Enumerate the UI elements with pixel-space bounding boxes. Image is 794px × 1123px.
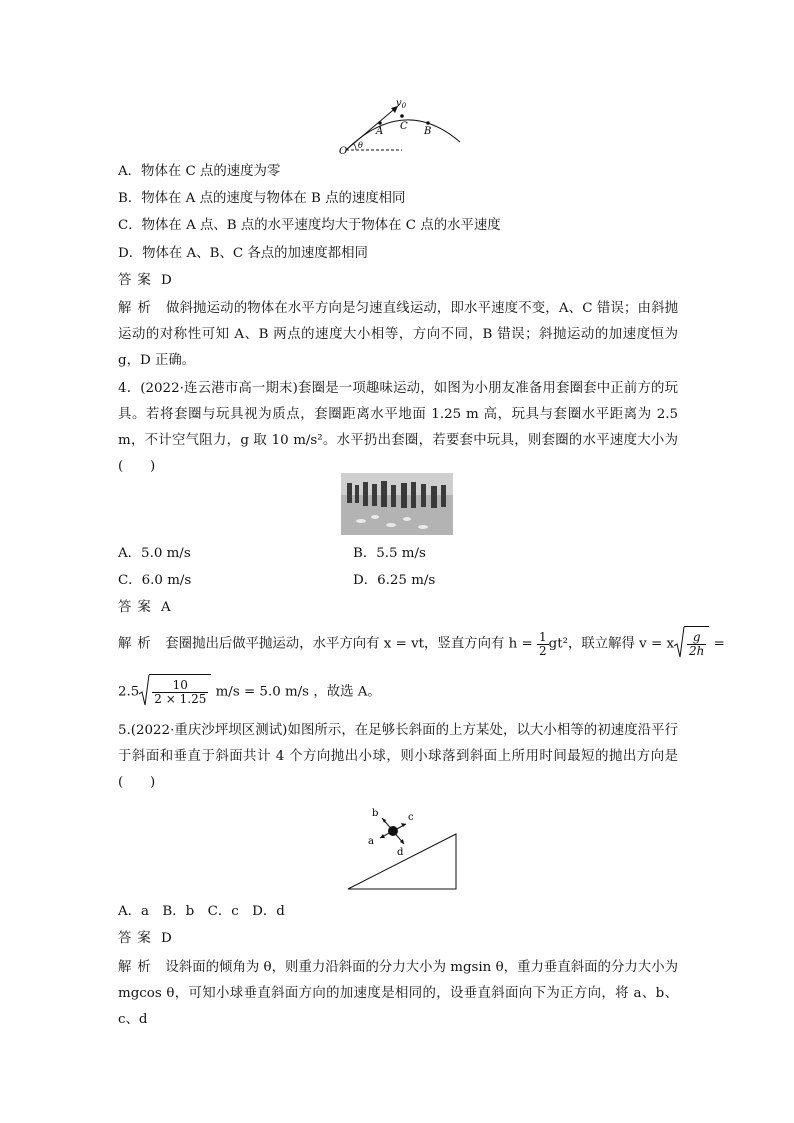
sqrt-g-over-2h: $\frac{g}{2h}$ <box>674 626 709 662</box>
q4-option-b: B．5.5 m/s <box>353 546 426 561</box>
label-c: c <box>408 812 414 823</box>
label-C: C <box>400 121 408 132</box>
sqrt-10-over-2x125: $\frac{10}{2 \times 1.25}$ <box>139 674 211 710</box>
answer-value: D <box>161 931 172 946</box>
q3-option-a: A．物体在 C 点的速度为零 <box>118 164 281 179</box>
analysis-text-c-pre: 2.5 <box>118 684 140 700</box>
answer-label: 答案 <box>118 273 157 288</box>
q3-analysis <box>118 296 678 374</box>
q3-answer <box>118 273 172 289</box>
label-a: a <box>368 836 374 847</box>
analysis-text-b: gt²，联立解得 v = x <box>548 636 675 652</box>
label-O: O <box>339 146 348 157</box>
label-B: B <box>424 126 432 137</box>
label-b: b <box>372 808 379 819</box>
label-theta: θ <box>358 141 363 150</box>
projectile-trajectory-figure <box>336 96 466 158</box>
analysis-text-a: 套圈抛出后做平抛运动，水平方向有 x = vt，竖直方向有 h = <box>165 636 533 652</box>
label-d: d <box>397 847 404 858</box>
q4-analysis-line1 <box>118 626 725 662</box>
q5-stem: 5.(2022·重庆沙坪坝区测试)如图所示，在足够长斜面的上方某处，以大小相等的初速度沿平行于斜面和垂直于斜面共计 4 个方向抛出小球，则小球落到斜面上所用时间最短的抛出方向是( ) <box>118 723 678 790</box>
incline-ball-figure <box>344 800 460 892</box>
equals-sign: = <box>713 636 725 652</box>
radical-sign-icon <box>674 626 685 660</box>
theta-arc <box>353 143 356 150</box>
point-B-dot <box>426 121 430 125</box>
q3-option-d: D．物体在 A、B、C 各点的加速度都相同 <box>118 246 368 261</box>
analysis-text: 做斜抛运动的物体在水平方向是匀速直线运动，即水平速度不变，A、C 错误；由斜抛运动的对称性可知 A、B 两点的速度大小相等，方向不同，B 错误；斜抛运动的加速度恒为 g，D 正确。 <box>118 301 679 368</box>
label-A: A <box>376 126 384 137</box>
analysis-label: 解析 <box>118 960 157 975</box>
q3-option-b: B．物体在 A 点的速度与物体在 B 点的速度相同 <box>118 191 406 206</box>
q4-stem: 4．(2022·连云港市高一期末)套圈是一项趣味运动，如图为小朋友准备用套圈套中正前方的玩具。若将套圈与玩具视为质点，套圈距离水平地面 1.25 m 高，玩具与套圈水平距离为 2.5 m，不计空气阻力，g 取 10 m/s²。水平扔出套圈，若要套中玩具，则套圈的水平速度大小为( ) <box>118 381 678 474</box>
q4-answer <box>118 600 171 616</box>
fraction-half: $\frac{1}{2}$ <box>539 629 547 658</box>
q4-option-d: D．6.25 m/s <box>353 573 436 588</box>
answer-label: 答案 <box>118 931 157 946</box>
point-A-dot <box>378 121 382 125</box>
q5-analysis <box>118 955 678 1033</box>
q4-option-c: C．6.0 m/s <box>118 573 192 588</box>
analysis-label: 解析 <box>118 301 158 316</box>
q4-option-a: A．5.0 m/s <box>118 546 191 561</box>
q5-answer <box>118 931 172 947</box>
ring-toss-photo <box>341 473 453 535</box>
analysis-text: 设斜面的倾角为 θ，则重力沿斜面的分力大小为 mgsin θ，重力垂直斜面的分力大小为 mgcos θ，可知小球垂直斜面方向的加速度是相同的，设垂直斜面向下为正方向，将 a、b、c、d <box>118 960 678 1027</box>
q4-analysis-line2 <box>118 674 381 710</box>
q3-option-c: C．物体在 A 点、B 点的水平速度均大于物体在 C 点的水平速度 <box>118 218 501 233</box>
answer-value: A <box>161 600 171 615</box>
analysis-text-c-post: m/s = 5.0 m/s ，故选 A。 <box>215 684 381 700</box>
answer-label: 答案 <box>118 600 157 615</box>
q5-options: A．a B．b C．c D．d <box>118 904 285 919</box>
label-v0: $v_0$ <box>396 98 407 110</box>
radical-sign-icon <box>139 674 150 708</box>
analysis-label: 解析 <box>118 636 157 652</box>
answer-value: D <box>161 273 172 288</box>
point-C-dot <box>400 114 404 118</box>
